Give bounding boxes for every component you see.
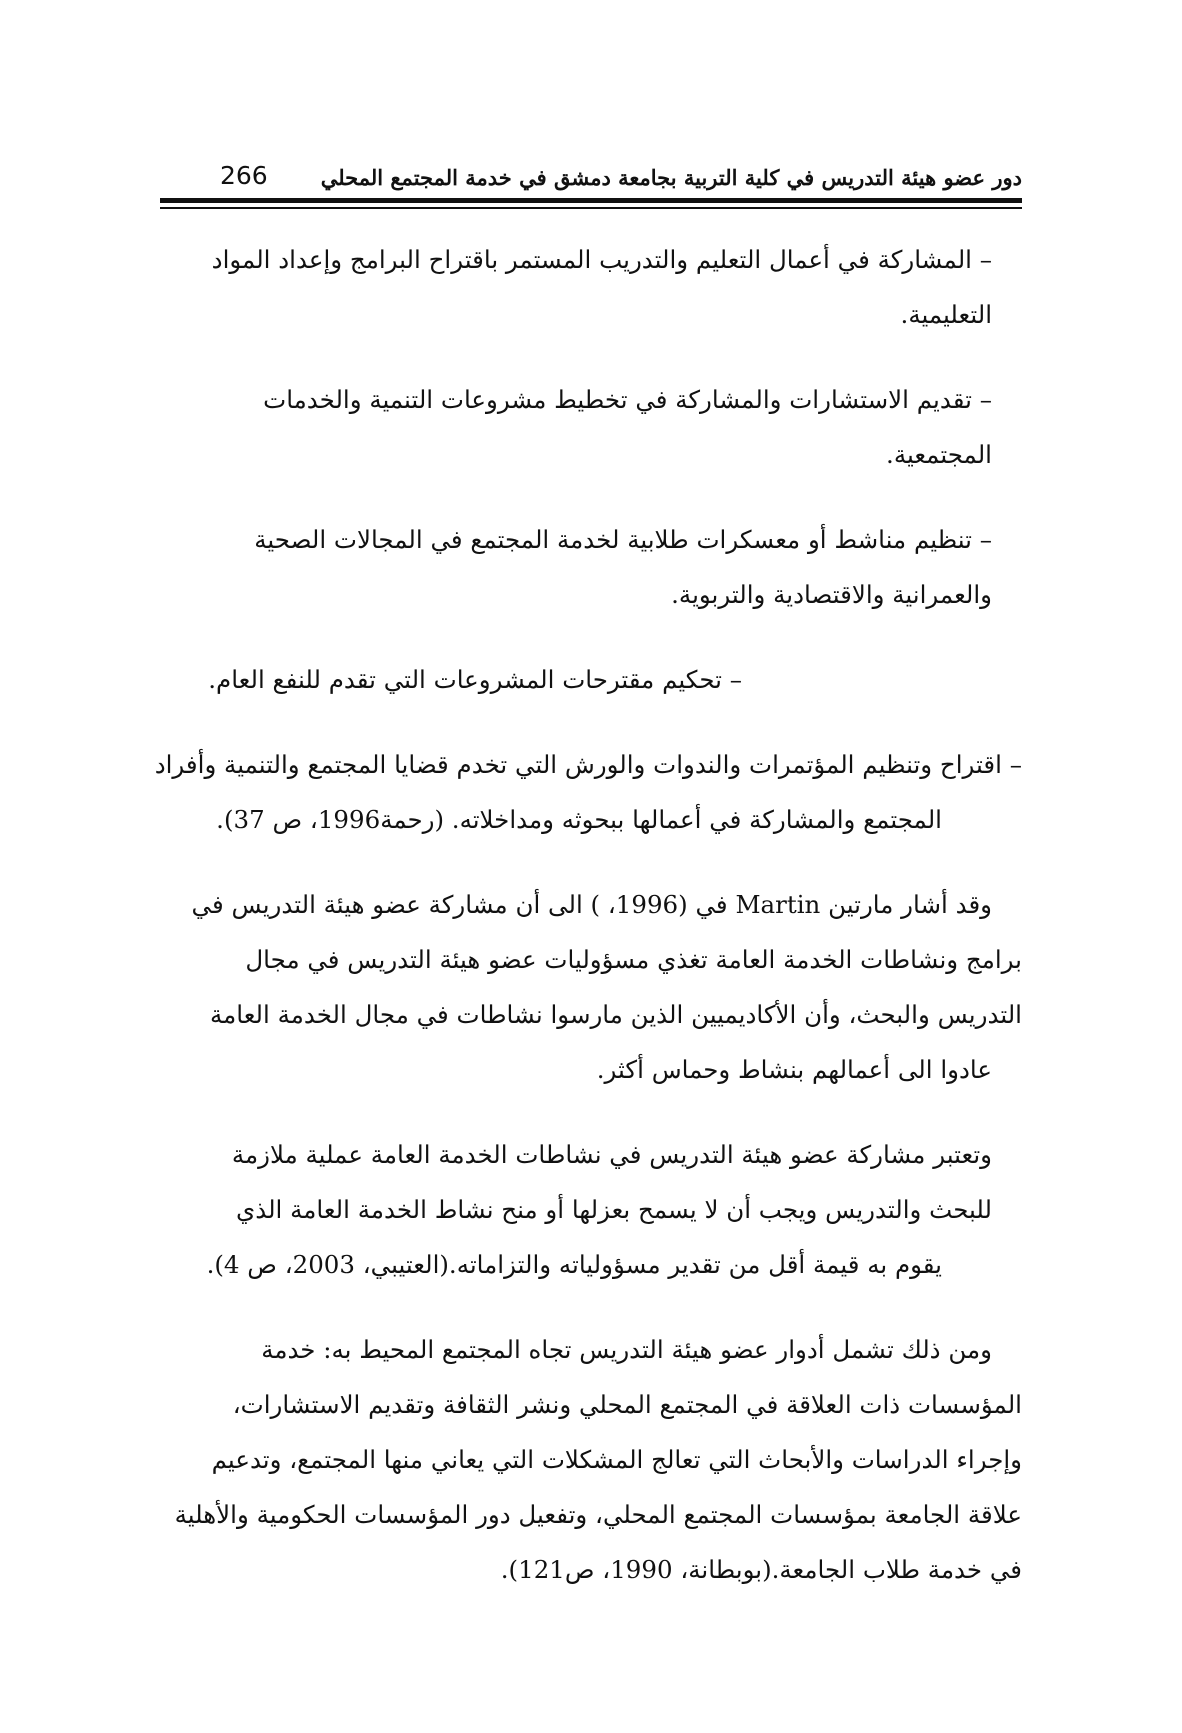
text-line: – تقديم الاستشارات والمشاركة في تخطيط مشروعات التنمية والخدمات bbox=[263, 385, 992, 414]
text-line: المؤسسات ذات العلاقة في المجتمع المحلي ونشر الثقافة وتقديم الاستشارات، bbox=[232, 1390, 1022, 1419]
text-line: وقد أشار مارتين Martin في (1996، ) الى أن مشاركة عضو هيئة التدريس في bbox=[191, 890, 992, 919]
bullet-item bbox=[150, 372, 1022, 482]
header-rule-thick bbox=[160, 198, 1022, 203]
text-line: التعليمية. bbox=[900, 300, 992, 329]
text-line: المجتمعية. bbox=[886, 440, 992, 469]
text-line: – المشاركة في أعمال التعليم والتدريب المستمر باقتراح البرامج وإعداد المواد bbox=[211, 245, 992, 274]
running-title: دور عضو هيئة التدريس في كلية التربية بجامعة دمشق في خدمة المجتمع المحلي bbox=[320, 165, 1022, 190]
text-line: ومن ذلك تشمل أدوار عضو هيئة التدريس تجاه المجتمع المحيط به: خدمة bbox=[261, 1335, 992, 1364]
text-line: وتعتبر مشاركة عضو هيئة التدريس في نشاطات الخدمة العامة عملية ملازمة bbox=[231, 1140, 992, 1169]
text-line: المجتمع والمشاركة في أعمالها ببحوثه ومداخلاته. (رحمة1996، ص 37). bbox=[216, 805, 942, 834]
text-line: – اقتراح وتنظيم المؤتمرات والندوات والورش التي تخدم قضايا المجتمع والتنمية وأفراد bbox=[154, 750, 1022, 779]
paragraph bbox=[150, 1127, 1022, 1292]
text-line: يقوم به قيمة أقل من تقدير مسؤولياته والتزاماته.(العتيبي، 2003، ص 4). bbox=[206, 1250, 942, 1279]
paragraph bbox=[150, 1322, 1022, 1597]
text-line: التدريس والبحث، وأن الأكاديميين الذين مارسوا نشاطات في مجال الخدمة العامة bbox=[210, 1000, 1022, 1029]
text-line: برامج ونشاطات الخدمة العامة تغذي مسؤوليات عضو هيئة التدريس في مجال bbox=[245, 945, 1022, 974]
text-line: علاقة الجامعة بمؤسسات المجتمع المحلي، وتفعيل دور المؤسسات الحكومية والأهلية bbox=[174, 1500, 1022, 1529]
paragraph bbox=[150, 877, 1022, 1097]
bullet-item bbox=[150, 512, 1022, 622]
body-text bbox=[150, 232, 1022, 1627]
bullet-item bbox=[150, 737, 1022, 847]
text-line: – تنظيم مناشط أو معسكرات طلابية لخدمة المجتمع في المجالات الصحية bbox=[254, 525, 992, 554]
text-line: – تحكيم مقترحات المشروعات التي تقدم للنفع العام. bbox=[208, 665, 742, 694]
text-line: وإجراء الدراسات والأبحاث التي تعالج المشكلات التي يعاني منها المجتمع، وتدعيم bbox=[211, 1445, 1022, 1474]
page-header bbox=[160, 150, 1022, 190]
bullet-item bbox=[150, 232, 1022, 342]
bullet-item bbox=[150, 652, 1022, 707]
page-number: 266 bbox=[220, 161, 268, 190]
text-line: عادوا الى أعمالهم بنشاط وحماس أكثر. bbox=[596, 1055, 992, 1084]
text-line: والعمرانية والاقتصادية والتربوية. bbox=[671, 580, 992, 609]
text-line: في خدمة طلاب الجامعة.(بوبطانة، 1990، ص121). bbox=[500, 1555, 1022, 1584]
header-rule-thin bbox=[160, 207, 1022, 209]
text-line: للبحث والتدريس ويجب أن لا يسمح بعزلها أو منح نشاط الخدمة العامة الذي bbox=[236, 1195, 992, 1224]
